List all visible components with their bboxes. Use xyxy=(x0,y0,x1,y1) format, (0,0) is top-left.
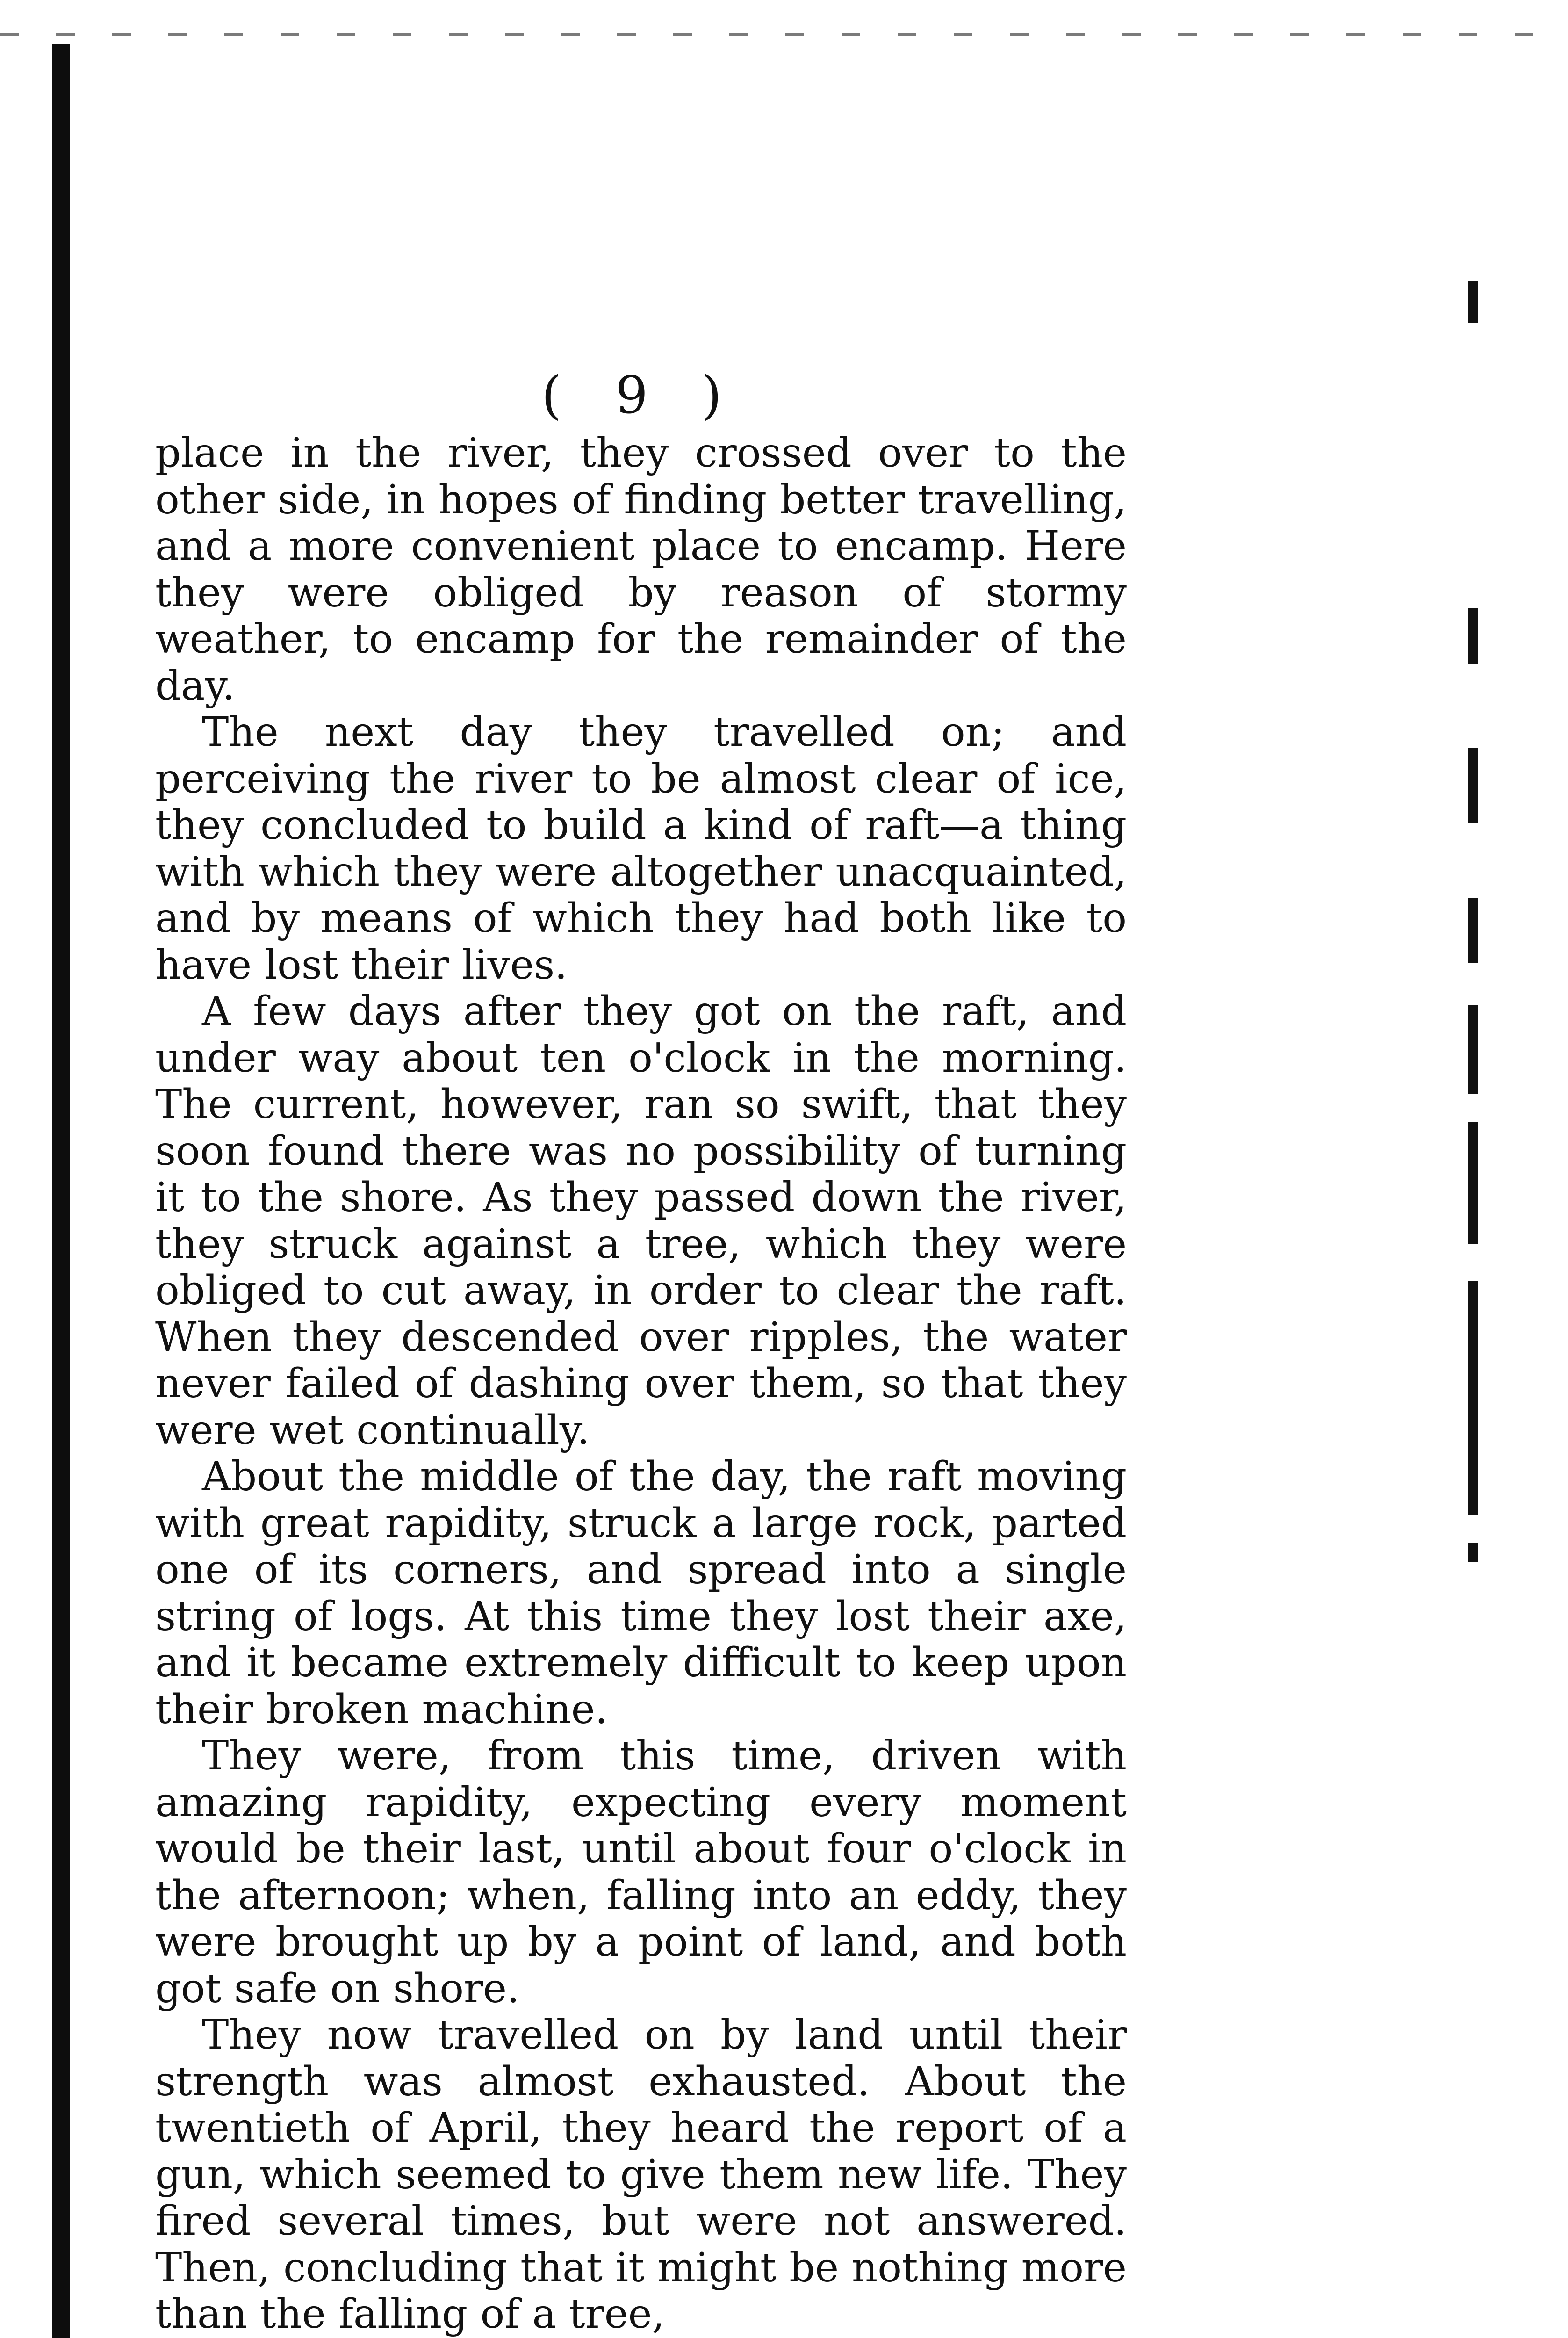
paragraph: The next day they travelled on; and perceiving the river to be almost clear of ice, they concluded to build a kind of raft—a thing with which they were altogether unacquainted, and by means of which they had both like to have lost their lives. xyxy=(155,709,1127,989)
page-text xyxy=(155,365,1127,2338)
page-edge-top xyxy=(0,33,1568,36)
paragraph: They were, from this time, driven with amazing rapidity, expecting every moment would be their last, until about four o'clock in the afternoon; when, falling into an eddy, they were brought up by a point of land, and both got safe on shore. xyxy=(155,1732,1127,2012)
page-number: ( 9 ) xyxy=(541,365,741,425)
paragraph: A few days after they got on the raft, and under way about ten o'clock in the morning. The current, however, ran so swift, that they soon found there was no possibility of turning it to the shore. As they passed down the river, they struck against a tree, which they were obliged to cut away, in order to clear the raft. When they descended over ripples, the water never failed of dashing over them, so that they were wet continually. xyxy=(155,988,1127,1454)
page-edge-right xyxy=(1468,281,1487,2338)
binding-edge xyxy=(52,44,70,2338)
paragraph: About the middle of the day, the raft moving with great rapidity, struck a large rock, parted one of its corners, and spread into a single string of logs. At this time they lost their axe, and it became extremely difficult to keep upon their broken machine. xyxy=(155,1453,1127,1733)
paragraph: place in the river, they crossed over to the other side, in hopes of finding better travelling, and a more convenient place to encamp. Here they were obliged by reason of stormy weather, to encamp for the remainder of the day. xyxy=(155,430,1127,709)
paragraph: They now travelled on by land until their strength was almost exhausted. About the twentieth of April, they heard the report of a gun, which seemed to give them new life. They fired several times, but were not answered. Then, concluding that it might be nothing more than the falling of a tree, xyxy=(155,2012,1127,2338)
